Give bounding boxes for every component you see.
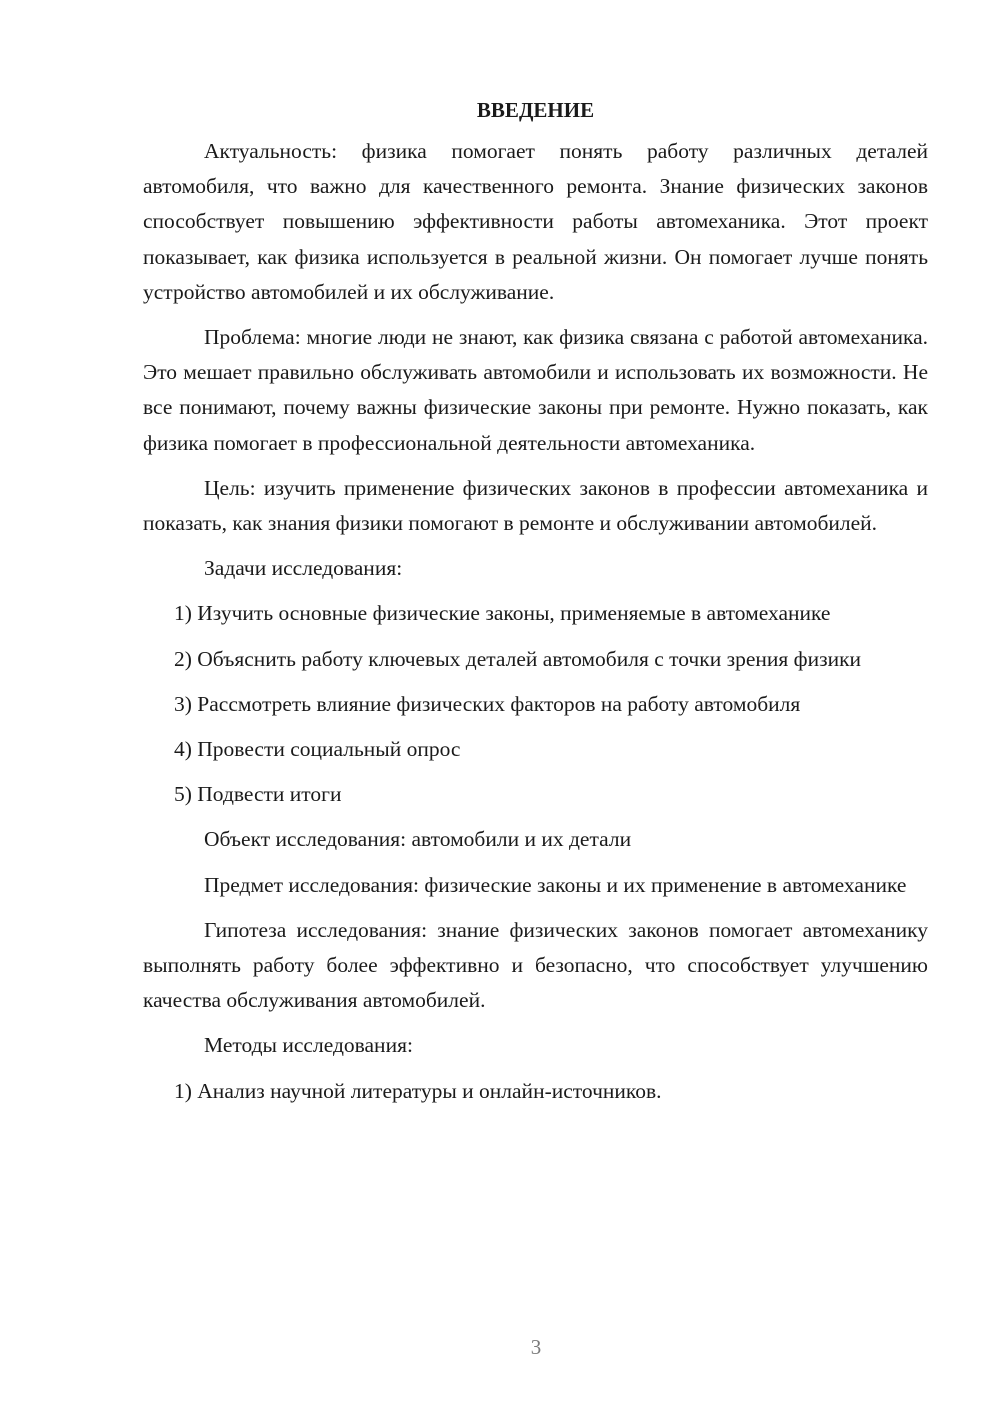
paragraph-problem: Проблема: многие люди не знают, как физика связана с работой автомеханика. Это мешает правильно обслуживать автомобили и использовать их возможности. Не все понимают, почему важны физические законы при ремонте. Нужно показать, как физика помогает в профессиональной деятельности автомеханика. (143, 325, 928, 455)
task-item-3: 3) Рассмотреть влияние физических факторов на работу автомобиля (174, 691, 801, 716)
page-number: 3 (530, 1335, 542, 1359)
paragraph-goal: Цель: изучить применение физических законов в профессии автомеханика и показать, как знания физики помогают в ремонте и обслуживании автомобилей. (143, 475, 928, 536)
page-content (143, 96, 928, 1119)
methods-heading: Методы исследования: (204, 1033, 413, 1058)
research-subject: Предмет исследования: физические законы и их применение в автомеханике (204, 872, 907, 897)
task-item-1: 1) Изучить основные физические законы, применяемые в автомеханике (174, 601, 831, 626)
task-item-5: 5) Подвести итоги (174, 782, 342, 807)
research-hypothesis: Гипотеза исследования: знание физических законов помогает автомеханику выполнять работу более эффективно и безопасно, что способствует улучшению качества обслуживания автомобилей. (143, 917, 928, 1013)
task-item-2: 2) Объяснить работу ключевых деталей автомобиля с точки зрения физики (174, 646, 862, 671)
section-title: ВВЕДЕНИЕ (476, 98, 595, 122)
task-item-4: 4) Провести социальный опрос (174, 737, 461, 762)
paragraph-relevance: Актуальность: физика помогает понять работу различных деталей автомобиля, что важно для качественного ремонта. Знание физических законов способствует повышению эффективности работы автомеханика. Этот проект показывает, как физика используется в реальной жизни. Он помогает лучше понять устройство автомобилей и их обслуживание. (143, 139, 928, 304)
research-object: Объект исследования: автомобили и их детали (204, 827, 632, 852)
tasks-heading: Задачи исследования: (204, 556, 403, 581)
method-item-1: 1) Анализ научной литературы и онлайн-источников. (174, 1078, 662, 1103)
